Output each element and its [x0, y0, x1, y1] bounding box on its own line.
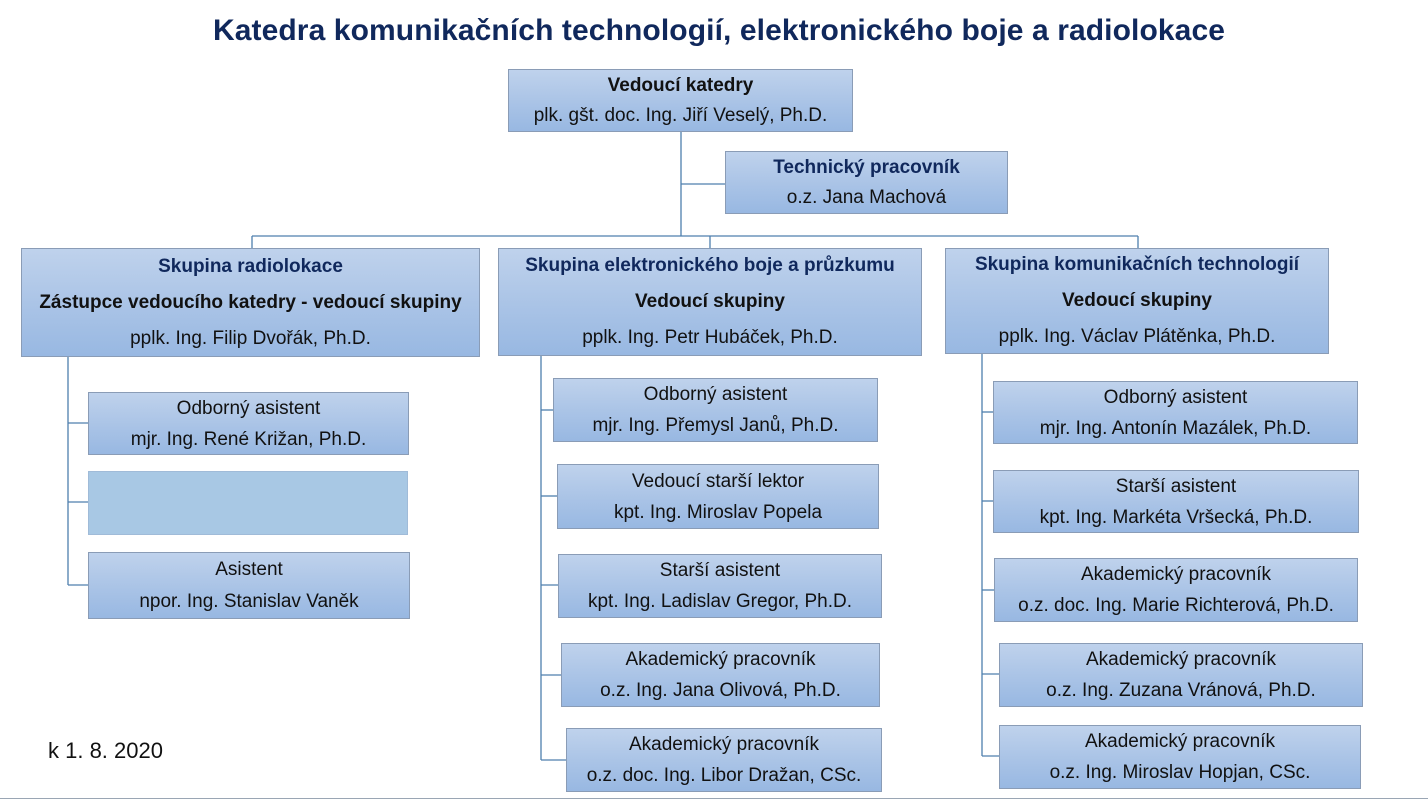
member-name: mjr. Ing. Antonín Mazálek, Ph.D.	[1039, 417, 1312, 439]
member-box	[999, 725, 1361, 789]
member-role: Starší asistent	[1115, 475, 1237, 497]
group-leader-role: Zástupce vedoucího katedry - vedoucí skupiny	[39, 291, 462, 313]
group-leader-name: pplk. Ing. Petr Hubáček, Ph.D.	[582, 327, 838, 348]
group-box-radiolokace	[21, 248, 480, 357]
member-name: kpt. Ing. Markéta Vršecká, Ph.D.	[1039, 506, 1313, 528]
date-label: k 1. 8. 2020	[48, 738, 163, 763]
technician-role: Technický pracovník	[773, 156, 960, 178]
member-box	[999, 643, 1363, 707]
head-name: plk. gšt. doc. Ing. Jiří Veselý, Ph.D.	[533, 104, 828, 126]
member-role: Akademický pracovník	[625, 649, 816, 670]
member-name: mjr. Ing. René Križan, Ph.D.	[130, 428, 367, 450]
head-role: Vedoucí katedry	[607, 74, 754, 96]
member-role: Odborný asistent	[643, 384, 788, 405]
chart-title: Katedra komunikačních technologií, elektronického boje a radiolokace	[212, 14, 1226, 47]
member-name: mjr. Ing. Přemysl Janů, Ph.D.	[592, 415, 839, 436]
bottom-divider	[0, 798, 1428, 799]
member-box	[558, 554, 882, 618]
member-box	[993, 381, 1358, 444]
member-role: Asistent	[215, 558, 283, 580]
member-name: kpt. Ing. Ladislav Gregor, Ph.D.	[587, 591, 853, 612]
group-leader-role: Vedoucí skupiny	[1062, 290, 1212, 311]
member-name: npor. Ing. Stanislav Vaněk	[139, 590, 359, 612]
member-role: Akademický pracovník	[1080, 564, 1272, 585]
member-name: o.z. Ing. Miroslav Hopjan, CSc.	[1049, 762, 1311, 783]
member-box	[993, 470, 1359, 533]
group-name: Skupina radiolokace	[158, 255, 343, 277]
group-leader-role: Vedoucí skupiny	[635, 291, 785, 312]
member-role: Akademický pracovník	[628, 734, 820, 755]
group-leader-name: pplk. Ing. Václav Plátěnka, Ph.D.	[998, 326, 1276, 347]
member-name: o.z. Ing. Zuzana Vránová, Ph.D.	[1046, 680, 1316, 701]
member-role: Odborný asistent	[1103, 386, 1248, 408]
group-box-komunikacni-technologie	[945, 248, 1329, 354]
member-box	[561, 643, 880, 707]
group-name: Skupina elektronického boje a průzkumu	[525, 255, 895, 276]
member-box	[88, 392, 409, 455]
member-box	[557, 464, 879, 529]
technician-box	[725, 151, 1008, 214]
group-name: Skupina komunikačních technologií	[974, 254, 1300, 275]
member-role: Vedoucí starší lektor	[631, 470, 805, 492]
member-box	[994, 558, 1358, 622]
member-role: Akademický pracovník	[1084, 731, 1276, 752]
member-role: Akademický pracovník	[1085, 649, 1277, 670]
member-name: kpt. Ing. Miroslav Popela	[613, 501, 823, 523]
group-box-elektronicky-boj	[498, 248, 922, 356]
member-role: Odborný asistent	[176, 397, 321, 419]
head-box	[508, 69, 853, 132]
group-leader-name: pplk. Ing. Filip Dvořák, Ph.D.	[130, 327, 371, 349]
member-name: o.z. doc. Ing. Marie Richterová, Ph.D.	[1018, 595, 1334, 616]
member-box-empty	[88, 471, 408, 535]
member-box	[88, 552, 410, 619]
member-box	[553, 378, 878, 442]
member-name: o.z. Ing. Jana Olivová, Ph.D.	[600, 680, 841, 701]
technician-name: o.z. Jana Machová	[786, 186, 947, 208]
member-name: o.z. doc. Ing. Libor Dražan, CSc.	[586, 765, 862, 786]
member-role: Starší asistent	[659, 560, 781, 581]
member-box	[566, 728, 882, 792]
